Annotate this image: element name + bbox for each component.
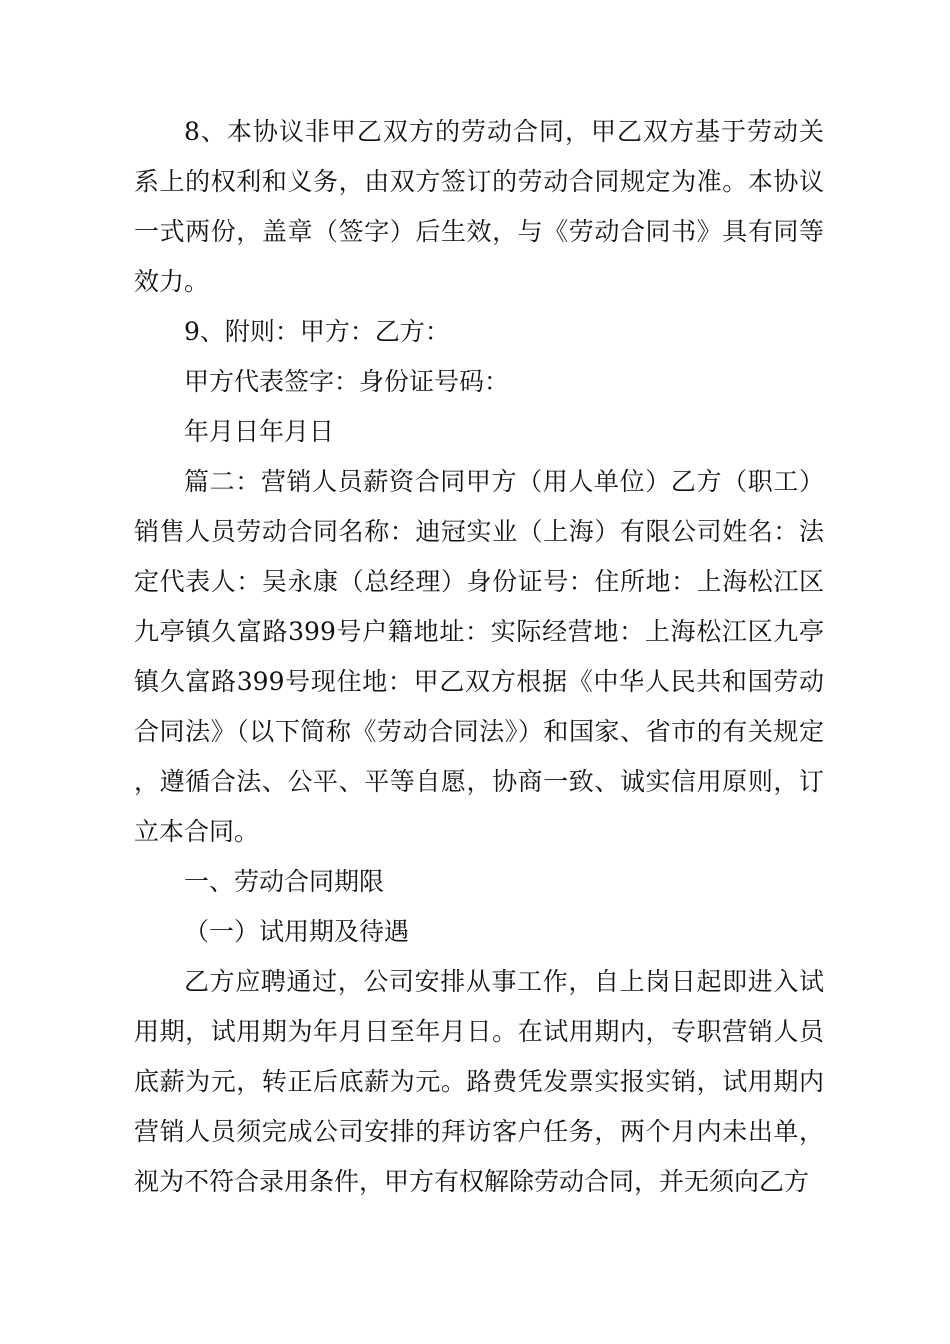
paragraph-clause-8: 8、本协议非甲乙双方的劳动合同，甲乙双方基于劳动关系上的权利和义务，由双方签订的劳动合同规定为准。本协议一式两份，盖章（签字）后生效，与《劳动合同书》具有同等效力。 [134, 117, 824, 296]
subsection-heading-probation: （一）试用期及待遇 [184, 917, 410, 946]
paragraph-signature-line: 甲方代表签字：身份证号码： [184, 367, 510, 396]
document-body [134, 107, 824, 1207]
section-heading-contract-term: 一、劳动合同期限 [184, 867, 385, 896]
paragraph-clause-9-appendix: 9、附则：甲方：乙方： [184, 317, 450, 346]
paragraph-probation-terms: 乙方应聘通过，公司安排从事工作，自上岗日起即进入试用期，试用期为年月日至年月日。在试用期内，专职营销人员底薪为元，转正后底薪为元。路费凭发票实报实销，试用期内营销人员须完成公司安排的拜访客户任务，两个月内未出单，视为不符合录用条件，甲方有权解除劳动合同，并无须向乙方 [134, 967, 824, 1196]
paragraph-date-line: 年月日年月日 [184, 417, 335, 446]
paragraph-part-two-intro: 篇二：营销人员薪资合同甲方（用人单位）乙方（职工）销售人员劳动合同名称：迪冠实业（上海）有限公司姓名：法定代表人：吴永康（总经理）身份证号：住所地：上海松江区九亭镇久富路399号户籍地址：实际经营地：上海松江区九亭镇久富路399号现住地：甲乙双方根据《中华人民共和国劳动合同法》（以下简称《劳动合同法》）和国家、省市的有关规定，遵循合法、公平、平等自愿，协商一致、诚实信用原则，订立本合同。 [134, 467, 824, 846]
